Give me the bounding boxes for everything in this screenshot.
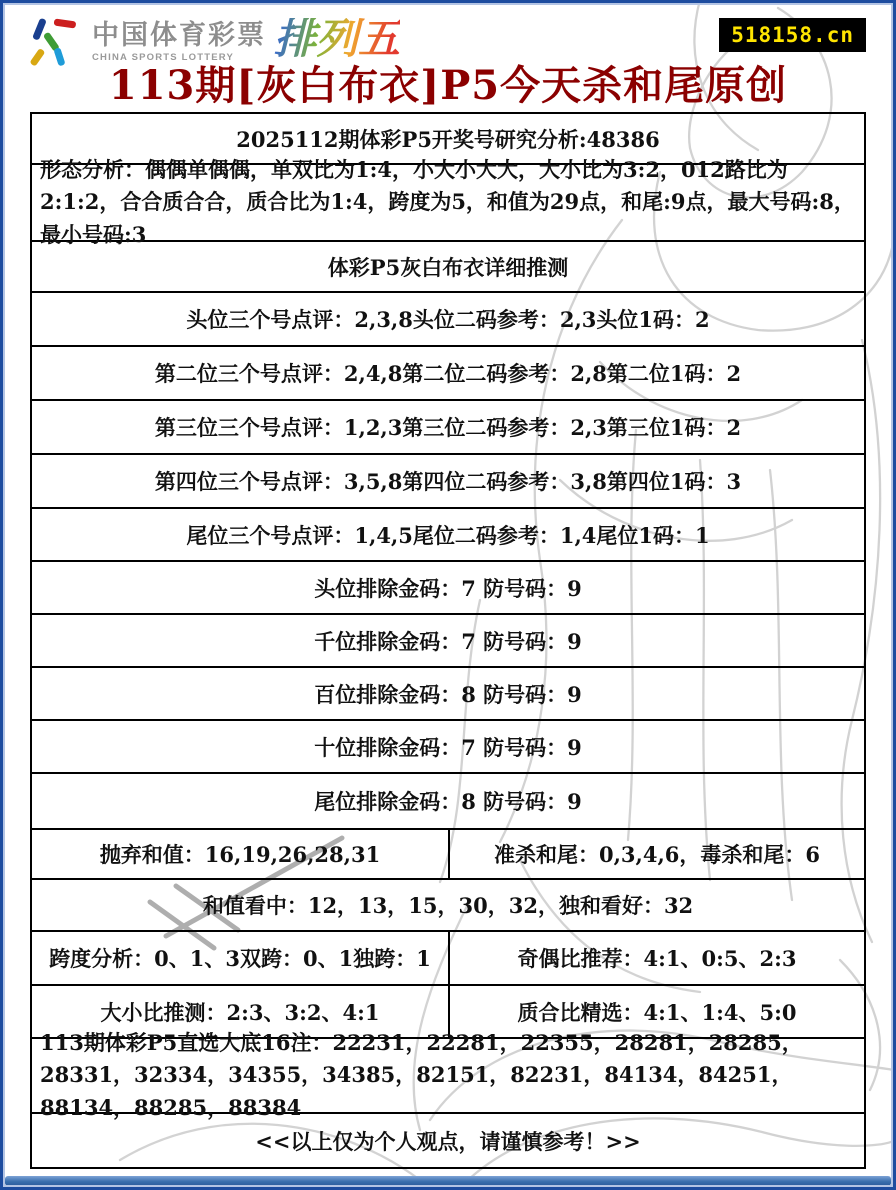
row-text: 尾位三个号点评：1,4,5尾位二码参考：1,4尾位1码：1 — [186, 522, 710, 548]
cell-kill-sumtails — [448, 830, 864, 878]
cell-oddeven-ratio — [448, 932, 864, 984]
table-row-span-oddeven — [32, 930, 864, 984]
row-text: 质合比精选：4:1、1:4、5:0 — [517, 999, 797, 1025]
table-row-direct-selection-list — [32, 1029, 864, 1120]
prediction-table — [30, 112, 866, 1169]
table-row-exclude-weiwei — [32, 772, 864, 828]
row-text: 头位三个号点评：2,3,8头位二码参考：2,3头位1码：2 — [186, 307, 710, 332]
row-text: 第四位三个号点评：3,5,8第四位二码参考：3,8第四位1码：3 — [154, 469, 742, 494]
table-row-pos4-picks — [32, 453, 864, 507]
table-row-sum-discard-kill — [32, 828, 864, 878]
table-row-exclude-qianwei — [32, 613, 864, 666]
logo-en-label: CHINA SPORTS LOTTERY — [92, 52, 235, 63]
table-row-pos5-picks — [32, 507, 864, 560]
row-text: 跨度分析：0、1、3双跨：0、1独跨：1 — [49, 946, 431, 971]
table-row-pos3-picks — [32, 399, 864, 453]
row-text: 头位排除金码：7 防号码：9 — [314, 575, 582, 601]
row-text: <<以上仅为个人观点，请谨慎参考！>> — [255, 1128, 641, 1154]
bottom-divider-bar — [5, 1176, 891, 1186]
row-text: 113期体彩P5直选大底16注：22231，22281，22355，28281，28285，28331，32334，34355，34385，82151，82231，84134，84251，88134，88285，88384 — [40, 1029, 803, 1120]
header — [0, 0, 896, 112]
table-row-exclude-pos1 — [32, 560, 864, 613]
row-text: 第二位三个号点评：2,4,8第二位二码参考：2,8第二位1码：2 — [154, 361, 742, 386]
row-text: 百位排除金码：8 防号码：9 — [314, 681, 582, 707]
row-text: 尾位排除金码：8 防号码：9 — [314, 789, 582, 814]
row-text: 抛弃和值：16,19,26,28,31 — [99, 842, 381, 867]
row-text: 十位排除金码：7 防号码：9 — [314, 734, 582, 760]
row-text: 第三位三个号点评：1,2,3第三位二码参考：2,3第三位1码：2 — [154, 415, 742, 440]
row-text: 体彩P5灰白布衣详细推测 — [327, 254, 569, 280]
row-text: 和值看中：12，13，15，30，32，独和看好：32 — [202, 893, 694, 918]
cell-span-analysis — [32, 932, 448, 984]
table-row-exclude-shiwei — [32, 719, 864, 772]
row-text: 准杀和尾：0,3,4,6，毒杀和尾：6 — [494, 842, 820, 867]
row-text: 大小比推测：2:3、3:2、4:1 — [100, 999, 380, 1025]
brand-pailiewu: 排列五 — [274, 14, 401, 63]
site-watermark-badge: 518158.cn — [719, 18, 866, 52]
row-text: 形态分析：偶偶单偶偶，单双比为1:4，小大小大大，大小比为3:2，012路比为2:1:2，合合质合合，质合比为1:4，跨度为5，和值为29点，和尾:9点，最大号码:8，最小号码:3 — [40, 156, 855, 247]
table-row-pattern-analysis — [32, 156, 864, 247]
page-title: 113期[灰白布衣]P5今天杀和尾原创 — [108, 62, 788, 109]
table-row-pos2-picks — [32, 345, 864, 399]
table-row-pos1-picks — [32, 291, 864, 345]
row-text: 千位排除金码：7 防号码：9 — [314, 628, 582, 654]
table-row-exclude-baiwei — [32, 666, 864, 719]
logo-cn-label: 中国体育彩票 — [92, 20, 266, 51]
row-text: 奇偶比推荐：4:1、0:5、2:3 — [517, 946, 797, 971]
cell-discard-sums — [32, 830, 448, 878]
row-text: 2025112期体彩P5开奖号研究分析:48386 — [236, 126, 660, 152]
table-row-sum-favored — [32, 878, 864, 930]
